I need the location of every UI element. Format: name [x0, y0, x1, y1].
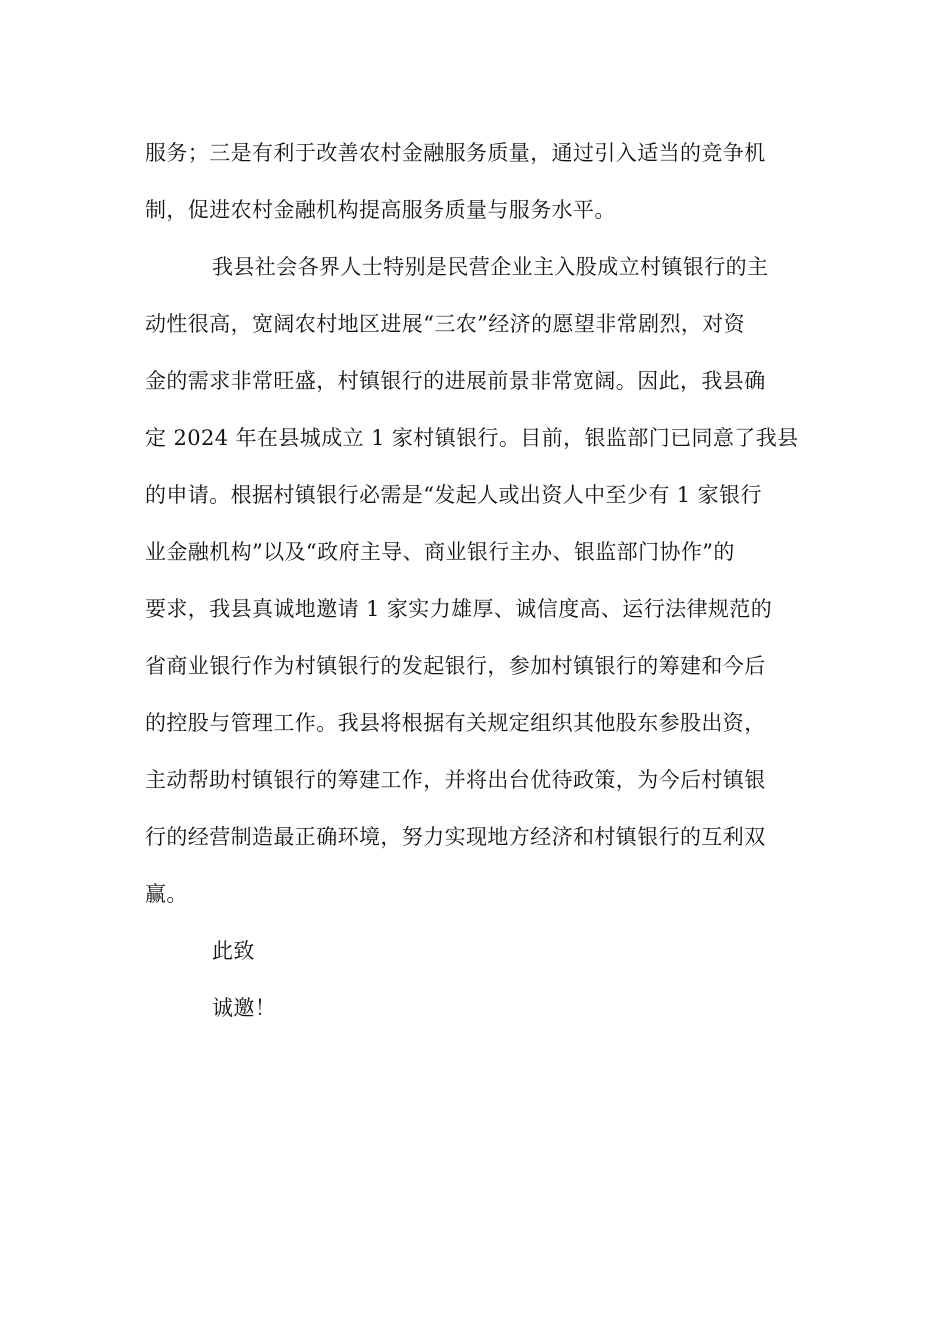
paragraph-line: 服务；三是有利于改善农村金融服务质量，通过引入适当的竞争机	[145, 141, 766, 165]
paragraph-line: 的申请。根据村镇银行必需是“发起人或出资人中至少有 1 家银行	[145, 483, 762, 507]
paragraph-line: 我县社会各界人士特别是民营企业主入股成立村镇银行的主	[212, 255, 769, 279]
paragraph-line: 省商业银行作为村镇银行的发起银行，参加村镇银行的筹建和今后	[145, 654, 766, 678]
salutation-text: 诚邀！	[212, 996, 277, 1020]
paragraph-line: 主动帮助村镇银行的筹建工作，并将出台优待政策，为今后村镇银	[145, 768, 766, 792]
paragraph-line: 要求，我县真诚地邀请 1 家实力雄厚、诚信度高、运行法律规范的	[145, 597, 773, 621]
closing-text: 此致	[212, 939, 255, 963]
paragraph-line: 金的需求非常旺盛，村镇银行的进展前景非常宽阔。因此，我县确	[145, 369, 766, 393]
paragraph-line: 的控股与管理工作。我县将根据有关规定组织其他股东参股出资，	[145, 711, 766, 735]
paragraph-line: 制，促进农村金融机构提高服务质量与服务水平。	[145, 198, 616, 222]
paragraph-line: 定 2024 年在县城成立 1 家村镇银行。目前，银监部门已同意了我县	[145, 426, 799, 450]
paragraph-line: 动性很高，宽阔农村地区进展“三农”经济的愿望非常剧烈，对资	[145, 312, 746, 336]
paragraph-line: 赢。	[145, 882, 188, 906]
paragraph-line: 行的经营制造最正确环境，努力实现地方经济和村镇银行的互利双	[145, 825, 766, 849]
paragraph-line: 业金融机构”以及“政府主导、商业银行主办、银监部门协作”的	[145, 540, 735, 564]
